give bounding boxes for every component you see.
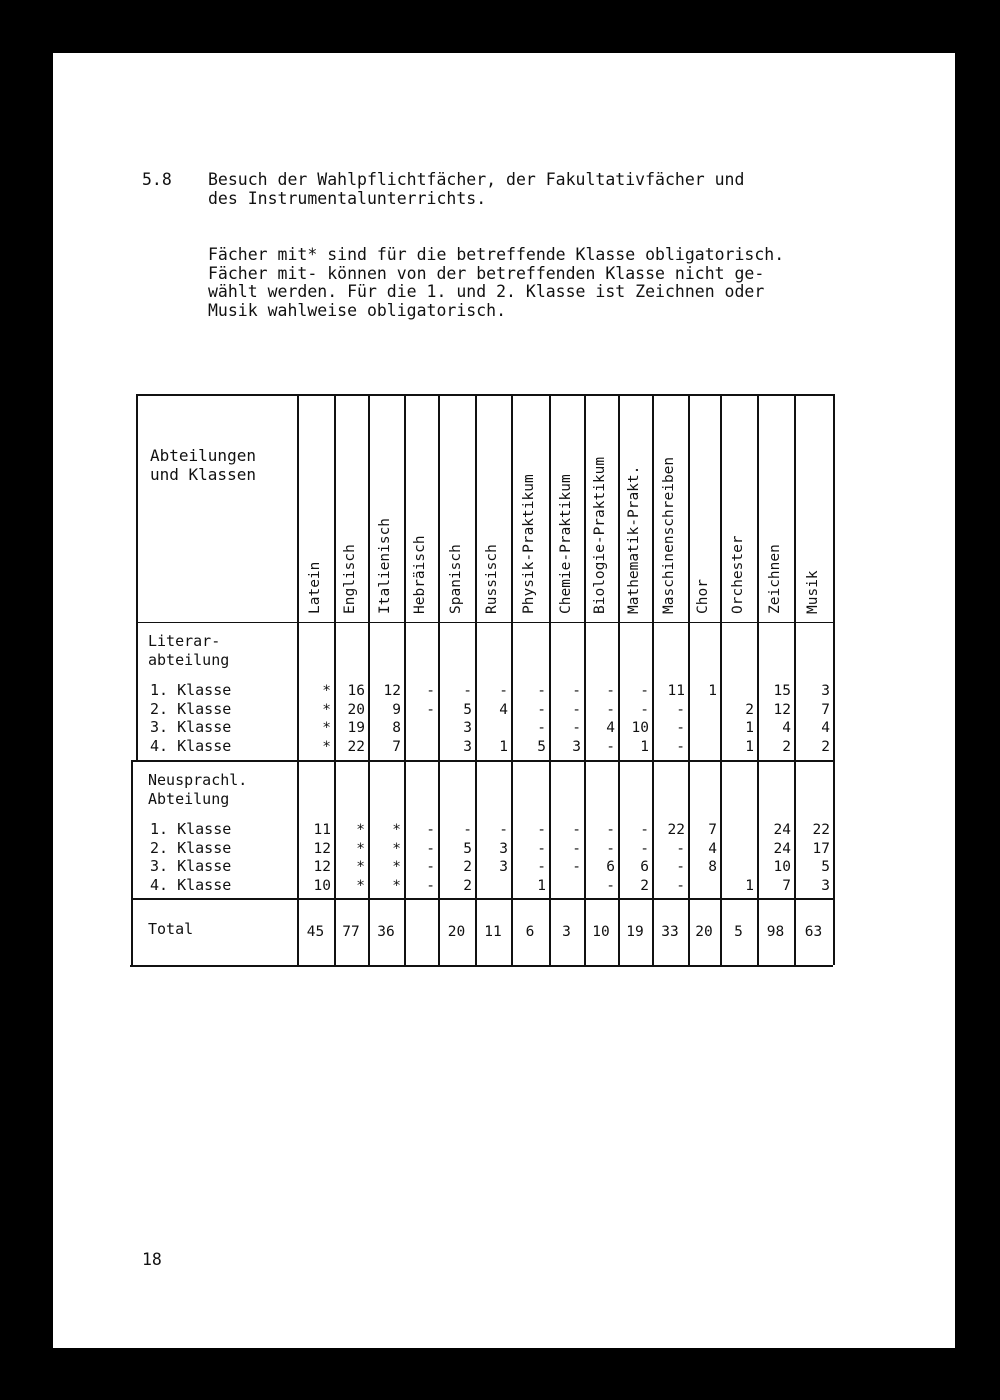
total-label: Total <box>148 920 194 938</box>
column-line <box>688 394 690 965</box>
total-cell: 63 <box>804 924 823 940</box>
total-cell: 6 <box>525 924 535 940</box>
total-cell: 3 <box>562 924 571 940</box>
table-cell: - <box>606 683 615 699</box>
row-label: 3. Klasse <box>150 718 232 737</box>
corner-header-line: Abteilungen <box>150 446 256 465</box>
table-cell: * <box>322 683 331 699</box>
table-cell: - <box>572 701 581 718</box>
column-header: Physik-Praktikum <box>521 474 537 614</box>
table-cell: - <box>572 683 581 699</box>
section-title-line: Abteilung <box>148 790 230 808</box>
column-header: Orchester <box>729 535 746 614</box>
table-cell: - <box>606 738 615 755</box>
total-cell: 5 <box>734 924 743 940</box>
table-cell: - <box>426 701 435 718</box>
table-cell: 11 <box>667 683 685 699</box>
total-cell: 33 <box>661 924 679 940</box>
table-cell: - <box>463 822 472 838</box>
table-cell: 6 <box>640 859 649 876</box>
table-cell: 19 <box>347 720 365 737</box>
table-cell: - <box>640 701 649 718</box>
table-cell: 1 <box>537 877 546 894</box>
table-cell: - <box>640 822 649 838</box>
table-cell: 9 <box>392 701 401 718</box>
table-cell: 3 <box>499 859 508 876</box>
table-border-bottom <box>130 965 833 967</box>
table-cell: 4 <box>708 840 717 857</box>
table-cell: 4 <box>499 701 508 718</box>
table-cell: - <box>499 683 508 699</box>
table-cell: - <box>537 840 546 857</box>
table-cell: 2 <box>821 738 830 755</box>
column-header: Mathematik-Prakt. <box>626 465 642 614</box>
table-cell: 5 <box>463 701 472 718</box>
table-cell: - <box>572 859 581 876</box>
column-header: Englisch <box>342 544 358 614</box>
section-title-line: Literar- <box>148 632 221 650</box>
table-border-top <box>136 394 833 396</box>
table-cell: 3 <box>572 738 581 755</box>
table-border-left <box>136 394 138 760</box>
table-cell: - <box>606 701 615 718</box>
column-header: Chor <box>695 579 711 614</box>
table-cell: - <box>606 877 615 894</box>
table-cell: - <box>537 720 546 737</box>
row-label: 2. Klasse <box>150 699 232 718</box>
table-cell: 1 <box>745 720 754 737</box>
table-cell: 5 <box>821 859 830 876</box>
total-cell: 45 <box>306 924 325 940</box>
column-header: Chemie-Praktikum <box>557 474 574 614</box>
column-line <box>833 394 835 965</box>
table-cell: 22 <box>667 822 685 838</box>
table-cell: 24 <box>773 840 791 857</box>
table-cell: 3 <box>499 840 508 857</box>
table-cell: - <box>676 859 685 876</box>
column-header: Hebräisch <box>412 535 428 614</box>
note-line-4: Musik wahlweise obligatorisch. <box>208 300 507 320</box>
total-cell: 36 <box>377 924 395 940</box>
table-cell: 3 <box>463 720 472 737</box>
table-cell: 15 <box>773 683 791 699</box>
table-cell: 3 <box>821 877 830 894</box>
table-cell: * <box>392 877 401 894</box>
total-cell: 19 <box>626 924 644 940</box>
table-cell: 7 <box>821 701 830 718</box>
total-cell: 77 <box>342 924 360 940</box>
table-cell: 7 <box>708 822 717 838</box>
table-cell: - <box>537 701 546 718</box>
table-cell: 22 <box>347 738 365 755</box>
table-cell: 2 <box>463 877 472 894</box>
table-cell: 10 <box>313 877 331 894</box>
table-cell: 12 <box>773 701 791 718</box>
table-cell: 20 <box>347 701 365 718</box>
table-cell: * <box>356 822 365 838</box>
table-cell: * <box>322 738 331 755</box>
table-cell: 12 <box>313 859 331 876</box>
table-cell: 16 <box>347 683 365 699</box>
column-header: Spanisch <box>447 544 464 614</box>
header-divider <box>136 622 833 623</box>
table-cell: 1 <box>708 683 717 699</box>
table-cell: * <box>322 701 331 718</box>
row-label: 4. Klasse <box>150 875 232 894</box>
table-cell: 5 <box>537 738 546 755</box>
table-cell: - <box>676 840 685 857</box>
table-cell: - <box>426 877 435 894</box>
column-header: Italienisch <box>377 517 393 614</box>
table-cell: * <box>392 859 401 876</box>
table-cell: 24 <box>773 822 791 838</box>
table-cell: 12 <box>313 840 331 857</box>
table-cell: * <box>392 822 401 838</box>
table-cell: - <box>426 683 435 699</box>
table-cell: - <box>537 822 546 838</box>
table-cell: - <box>463 683 472 699</box>
table-cell: * <box>356 840 365 857</box>
table-cell: 7 <box>392 738 401 755</box>
row-label: 4. Klasse <box>150 736 232 755</box>
table-cell: 10 <box>773 859 791 876</box>
table-cell: 4 <box>606 720 615 737</box>
table-cell: 6 <box>606 859 615 876</box>
table-cell: - <box>676 738 685 755</box>
table-cell: 11 <box>313 822 331 838</box>
table-cell: 3 <box>463 738 472 755</box>
table-cell: - <box>676 720 685 737</box>
column-header: Russisch <box>484 544 500 614</box>
table-cell: - <box>537 683 546 699</box>
row-label: 1. Klasse <box>150 820 232 838</box>
section-title-line-1: Besuch der Wahlpflichtfächer, der Fakultativfächer und <box>208 170 745 189</box>
section-divider <box>132 760 833 762</box>
note-line-1: Fächer mit* sind für die betreffende Klasse obligatorisch. <box>208 245 785 264</box>
table-cell: 5 <box>463 840 472 857</box>
table-cell: - <box>640 683 649 699</box>
table-cell: * <box>322 720 331 737</box>
table-border-left-lower <box>131 760 133 967</box>
table-cell: 2 <box>463 859 472 876</box>
total-cell: 11 <box>484 924 502 940</box>
table-cell: - <box>676 877 685 894</box>
column-header: Maschinenschreiben <box>661 456 677 614</box>
table-cell: - <box>572 840 581 857</box>
table-cell: 1 <box>745 738 754 755</box>
table-cell: - <box>572 720 581 737</box>
table-cell: * <box>356 859 365 876</box>
table-cell: - <box>426 840 435 857</box>
table-cell: - <box>572 822 581 838</box>
section-title-line-2: des Instrumentalunterrichts. <box>208 189 487 208</box>
corner-header-line: und Klassen <box>150 465 256 484</box>
table-cell: 8 <box>392 720 401 737</box>
table-cell: 2 <box>745 701 754 718</box>
table-cell: 22 <box>812 822 830 838</box>
table-cell: 1 <box>499 738 508 755</box>
note-line-3: wählt werden. Für die 1. und 2. Klasse ist Zeichnen oder <box>208 282 765 301</box>
table-cell: 4 <box>821 720 830 737</box>
column-header: Musik <box>804 570 821 614</box>
column-line <box>475 394 477 965</box>
table-cell: - <box>426 822 435 838</box>
table-cell: * <box>356 877 365 894</box>
section-title-line: Neusprachl. <box>148 771 248 789</box>
table-cell: - <box>426 859 435 876</box>
table-cell: - <box>640 840 649 857</box>
table-cell: - <box>676 701 685 718</box>
table-cell: - <box>606 840 615 857</box>
legend-note <box>208 246 784 320</box>
column-header: Zeichnen <box>766 544 783 614</box>
section-number: 5.8 <box>142 170 172 189</box>
column-header: Latein <box>306 561 323 614</box>
table-cell: - <box>606 822 615 838</box>
table-cell: 1 <box>745 877 754 894</box>
total-cell: 10 <box>592 924 610 940</box>
table-cell: 12 <box>383 683 401 699</box>
table-cell: 2 <box>640 877 649 894</box>
table-cell: 17 <box>812 840 830 857</box>
note-line-2: Fächer mit- können von der betreffenden Klasse nicht ge- <box>208 263 765 283</box>
column-line <box>549 394 551 965</box>
table-cell: 8 <box>708 859 717 876</box>
table-cell: * <box>392 840 401 857</box>
table-cell: 3 <box>821 683 830 699</box>
table-cell: - <box>499 822 508 838</box>
table-cell: 10 <box>631 720 649 737</box>
row-label: 3. Klasse <box>150 857 232 876</box>
row-label: 2. Klasse <box>150 838 232 857</box>
table-cell: 1 <box>640 738 649 755</box>
table-cell: 2 <box>782 738 791 755</box>
total-cell: 98 <box>766 924 785 940</box>
total-cell: 20 <box>447 924 466 940</box>
total-divider <box>131 898 833 900</box>
table-cell: 7 <box>782 877 791 894</box>
table-cell: - <box>537 859 546 876</box>
section-title <box>208 170 744 208</box>
column-header: Biologie-Praktikum <box>592 456 608 614</box>
section-title-line: abteilung <box>148 651 230 669</box>
table-cell: 4 <box>782 720 791 737</box>
total-cell: 20 <box>695 924 713 940</box>
page-number: 18 <box>142 1250 162 1269</box>
row-label: 1. Klasse <box>150 681 232 699</box>
